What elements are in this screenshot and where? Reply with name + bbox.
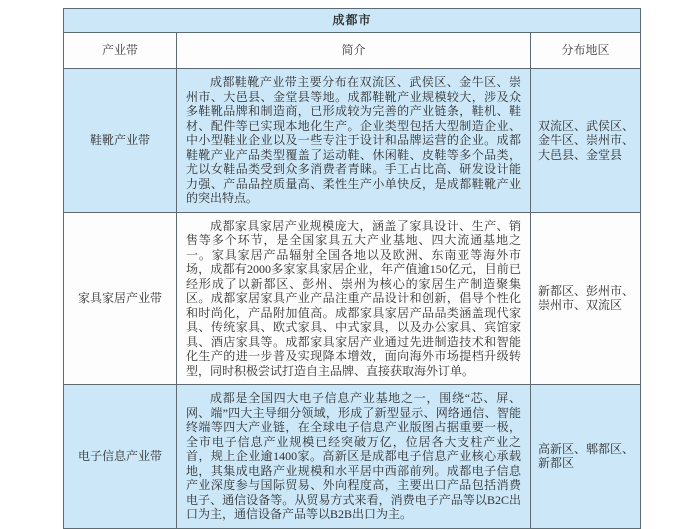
intro-cell-electronics — [177, 385, 531, 529]
regions-shoes: 双流区、武侯区、金牛区、崇州市、大邑县、金堂县 — [531, 69, 641, 213]
chengdu-industry-table — [63, 8, 641, 529]
intro-cell-furniture — [177, 212, 531, 385]
city-title-row — [64, 9, 641, 33]
intro-text-electronics: 成都是全国四大电子信息产业基地之一，围绕“芯、屏、网、端”四大主导细分领域，形成了新型显示、网络通信、智能终端等四大产业链，在全球电子信息产业版图占据重要一极，全市电子信息产业规模已经突破万亿，位居各大支柱产业之首，规上企业逾1400家。高新区是成都电子信息产业核心承载地，其集成电路产业规模和水平居中西部前列。成都电子信息产业深度参与国际贸易、外向程度高，主要出口产品包括消费电子、通信设备等。从贸易方式来看，消费电子产品等以B2C出口为主，通信设备产品等以B2B出口为主。 — [186, 391, 521, 521]
regions-electronics: 高新区、郫都区、新都区 — [531, 385, 641, 529]
intro-text-shoes: 成都鞋靴产业带主要分布在双流区、武侯区、金牛区、崇州市、大邑县、金堂县等地。成都鞋靴产业规模较大，涉及众多鞋靴品牌和制造商，已形成较为完善的产业链条，鞋机、鞋材、配件等已实现本地化生产。企业类型包括大型制造企业、中小型鞋业企业以及一些专注于设计和品牌运营的企业。成都鞋靴产业产品类型覆盖了运动鞋、休闲鞋、皮鞋等多个品类，尤以女鞋品类受到众多消费者青睐。手工占比高、研发设计能力强、产品品控质量高、柔性生产小单快反，是成都鞋靴产业的突出特点。 — [186, 75, 521, 205]
intro-text-furniture: 成都家具家居产业规模庞大，涵盖了家具设计、生产、销售等多个环节，是全国家具五大产业基地、四大流通基地之一。家具家居产品辐射全国各地以及欧洲、东南亚等海外市场，成都有2000多家家具家居企业，年产值逾150亿元，目前已经形成了以新都区、彭州、崇州为核心的家居生产制造聚集区。成都家居家具产业产品注重产品设计和创新，倡导个性化和时尚化，产品附加值高。成都家具家居产品品类涵盖现代家具、传统家具、欧式家具、中式家具，以及办公家具、宾馆家具、酒店家具等。成都家具家居产业通过先进制造技术和智能化生产的进一步普及实现降本增效，面向海外市场提档升级转型，同时积极尝试打造自主品牌、直接获取海外订单。 — [186, 218, 521, 378]
column-header-regions: 分布地区 — [531, 33, 641, 69]
belt-name-electronics: 电子信息产业带 — [64, 385, 177, 529]
column-header-intro: 简介 — [177, 33, 531, 69]
column-header-belt: 产业带 — [64, 33, 177, 69]
regions-furniture: 新都区、彭州市、崇州市、双流区 — [531, 212, 641, 385]
table-row-shoes — [64, 69, 641, 213]
intro-cell-shoes — [177, 69, 531, 213]
column-header-row — [64, 33, 641, 69]
table-row-electronics — [64, 385, 641, 529]
chengdu-industry-table-wrap — [63, 8, 640, 529]
city-title: 成都市 — [64, 9, 641, 33]
belt-name-furniture: 家具家居产业带 — [64, 212, 177, 385]
table-row-furniture — [64, 212, 641, 385]
belt-name-shoes: 鞋靴产业带 — [64, 69, 177, 213]
